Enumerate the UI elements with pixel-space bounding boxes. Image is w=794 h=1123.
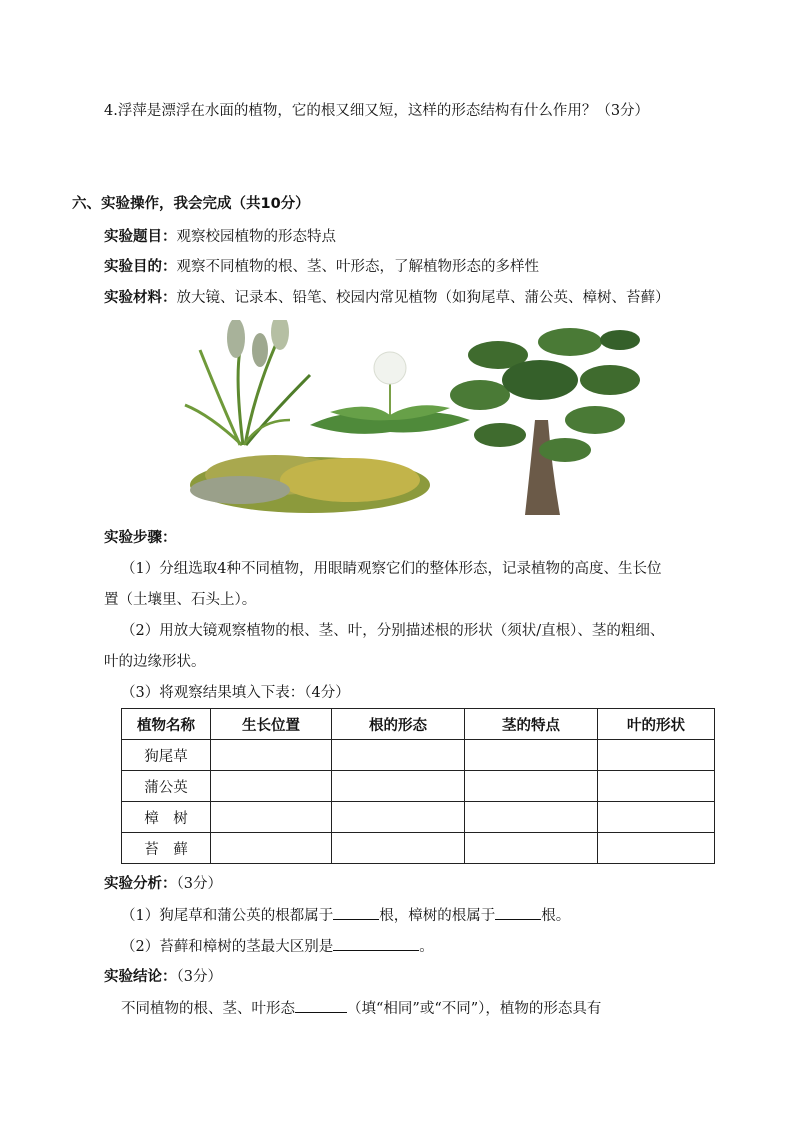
table-row <box>122 771 715 802</box>
analysis-1-text-b: 根，樟树的根属于 <box>379 908 496 924</box>
answer-cell[interactable] <box>598 802 715 833</box>
answer-cell[interactable] <box>465 833 598 864</box>
camphor-tree-image <box>450 328 640 515</box>
header-plant-name: 植物名称 <box>122 709 211 740</box>
experiment-materials <box>104 288 670 308</box>
step-1-line-a: （1）分组选取4种不同植物，用眼睛观察它们的整体形态，记录植物的高度、生长位 <box>121 561 662 577</box>
answer-blank[interactable] <box>333 905 379 920</box>
step-1-line-b: 置（土壤里、石头上）。 <box>104 592 257 608</box>
header-root-form: 根的形态 <box>332 709 465 740</box>
step-2-line-a: （2）用放大镜观察植物的根、茎、叶，分别描述根的形状（须状/直根）、茎的粗细、 <box>121 623 665 639</box>
observation-table <box>121 708 715 864</box>
purpose-label: 实验目的： <box>104 259 177 275</box>
answer-cell[interactable] <box>211 802 332 833</box>
header-stem-features: 茎的特点 <box>465 709 598 740</box>
step-2-line-b: 叶的边缘形状。 <box>104 654 206 670</box>
analysis-1 <box>121 905 570 926</box>
conclusion-text-b: （填“相同”或“不同”），植物的形态具有 <box>347 1001 602 1017</box>
answer-cell[interactable] <box>211 771 332 802</box>
table-row <box>122 740 715 771</box>
analysis-1-text-a: （1）狗尾草和蒲公英的根都属于 <box>121 908 334 924</box>
row-plant-name: 蒲公英 <box>122 771 211 802</box>
answer-cell[interactable] <box>332 802 465 833</box>
materials-text: 放大镜、记录本、铅笔、校园内常见植物（如狗尾草、蒲公英、樟树、苔藓） <box>176 290 670 306</box>
conclusion-text-a: 不同植物的根、茎、叶形态 <box>121 1001 295 1017</box>
analysis-heading <box>104 874 222 894</box>
row-plant-name: 苔 藓 <box>122 833 211 864</box>
answer-cell[interactable] <box>211 833 332 864</box>
analysis-score: （3分） <box>176 876 222 892</box>
answer-cell[interactable] <box>465 740 598 771</box>
question-4: 4.浮萍是漂浮在水面的植物，它的根又细又短，这样的形态结构有什么作用？（3分） <box>104 103 650 119</box>
answer-blank[interactable] <box>495 905 541 920</box>
steps-label: 实验步骤： <box>104 530 177 546</box>
answer-cell[interactable] <box>332 771 465 802</box>
section-6-heading: 六、实验操作，我会完成（共10分） <box>72 196 310 212</box>
plants-illustration <box>180 320 645 517</box>
experiment-topic <box>104 227 336 247</box>
analysis-2-text-a: （2）苔藓和樟树的茎最大区别是 <box>121 939 334 955</box>
answer-cell[interactable] <box>332 833 465 864</box>
row-plant-name: 狗尾草 <box>122 740 211 771</box>
topic-text: 观察校园植物的形态特点 <box>176 229 336 245</box>
topic-label: 实验题目： <box>104 229 177 245</box>
conclusion-score: （3分） <box>176 969 222 985</box>
table-header-row <box>122 709 715 740</box>
answer-cell[interactable] <box>598 771 715 802</box>
answer-blank[interactable] <box>295 998 347 1013</box>
analysis-2 <box>121 936 434 957</box>
conclusion-heading <box>104 967 222 987</box>
dandelion-image <box>310 352 470 434</box>
header-growth-location: 生长位置 <box>211 709 332 740</box>
conclusion-text <box>121 998 601 1019</box>
conclusion-label: 实验结论： <box>104 969 177 985</box>
analysis-2-text-b: 。 <box>419 939 434 955</box>
analysis-label: 实验分析： <box>104 876 177 892</box>
answer-cell[interactable] <box>211 740 332 771</box>
answer-cell[interactable] <box>598 740 715 771</box>
moss-image <box>190 455 430 513</box>
table-row <box>122 833 715 864</box>
purpose-text: 观察不同植物的根、茎、叶形态，了解植物形态的多样性 <box>176 259 539 275</box>
answer-cell[interactable] <box>465 771 598 802</box>
step-3: （3）将观察结果填入下表：（4分） <box>121 685 350 701</box>
analysis-1-text-c: 根。 <box>541 908 571 924</box>
foxtail-grass-image <box>185 320 310 445</box>
experiment-purpose <box>104 257 539 277</box>
table-row <box>122 802 715 833</box>
answer-blank[interactable] <box>333 936 419 951</box>
materials-label: 实验材料： <box>104 290 177 306</box>
header-leaf-shape: 叶的形状 <box>598 709 715 740</box>
row-plant-name: 樟 树 <box>122 802 211 833</box>
answer-cell[interactable] <box>598 833 715 864</box>
answer-cell[interactable] <box>332 740 465 771</box>
answer-cell[interactable] <box>465 802 598 833</box>
